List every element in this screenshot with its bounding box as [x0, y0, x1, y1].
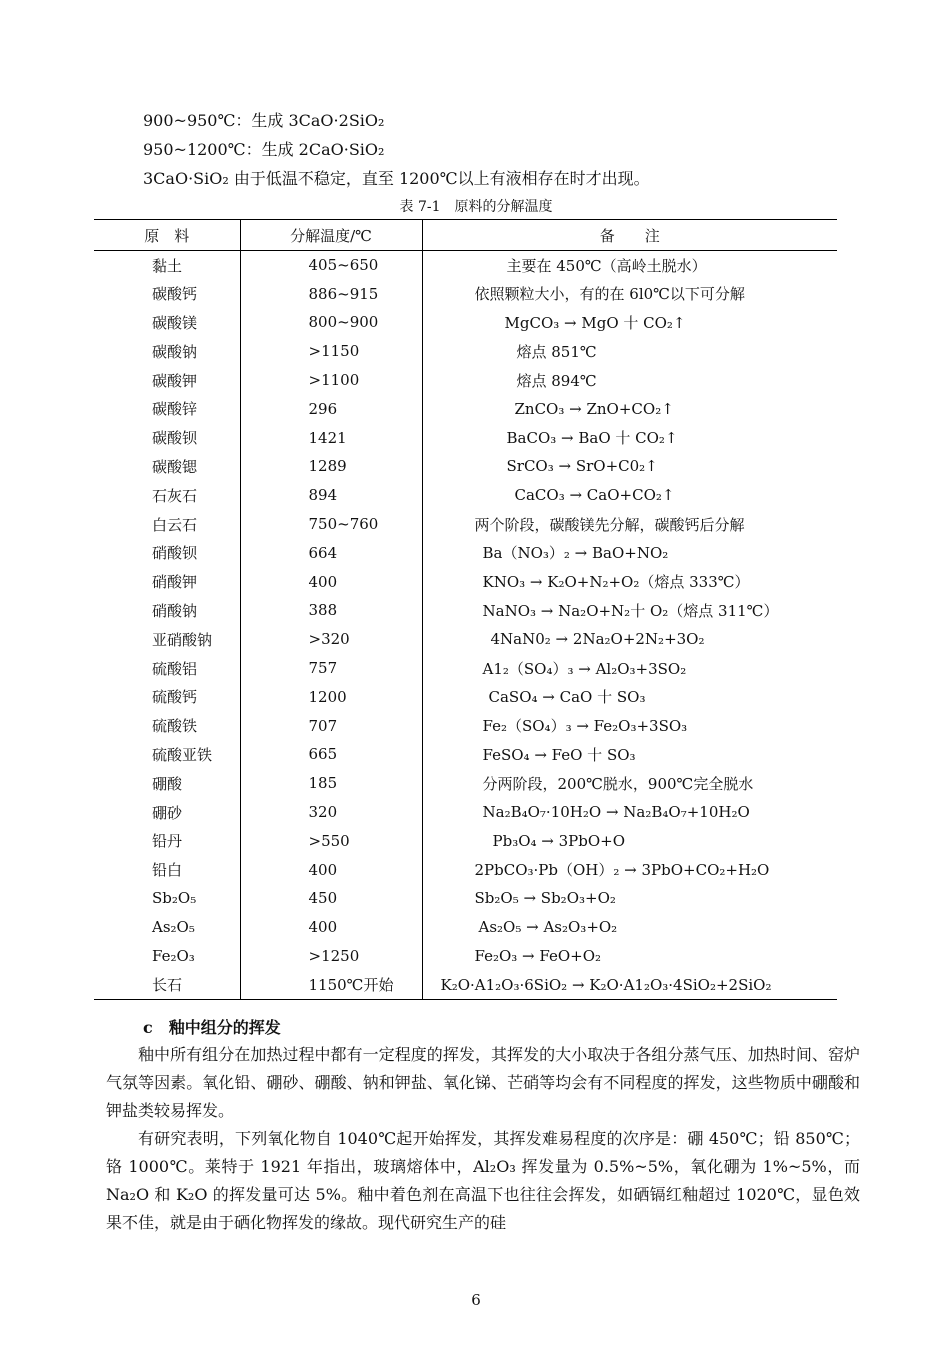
row-material: 亚硝酸钠 [94, 625, 240, 654]
table-row [94, 654, 837, 683]
row-note: 2PbCO₃·Pb（OH）₂ → 3PbO+CO₂+H₂O [474, 861, 770, 880]
table-row [94, 366, 837, 395]
table-header-row [94, 220, 837, 251]
table-row [94, 884, 837, 913]
row-note: MgCO₃ → MgO 十 CO₂↑ [504, 313, 686, 332]
row-note: 两个阶段，碳酸镁先分解，碳酸钙后分解 [474, 515, 745, 534]
table-row [94, 798, 837, 827]
row-material: 碳酸镁 [94, 308, 240, 337]
row-note: 依照颗粒大小，有的在 6l0℃以下可分解 [474, 285, 745, 304]
row-material: 碳酸钾 [94, 366, 240, 395]
row-note: A1₂（SO₄）₃ → Al₂O₃+3SO₂ [482, 659, 687, 678]
row-temperature: 800~900 [240, 308, 422, 337]
row-temperature: 1421 [240, 423, 422, 452]
table-row [94, 596, 837, 625]
table-row [94, 625, 837, 654]
intro-line-3: 3CaO·SiO₂ 由于低温不稳定，直至 1200℃以上有液相存在时才出现。 [143, 169, 650, 188]
row-material: 硫酸钙 [94, 682, 240, 711]
row-temperature: 1150℃开始 [240, 970, 422, 999]
table-row [94, 682, 837, 711]
row-note: Fe₂O₃ → FeO+O₂ [474, 947, 602, 966]
row-temperature: 296 [240, 394, 422, 423]
row-material: 碳酸钡 [94, 423, 240, 452]
row-note: 主要在 450℃（高岭土脱水） [506, 256, 707, 275]
row-temperature: 388 [240, 596, 422, 625]
row-material: 碳酸钠 [94, 337, 240, 366]
row-temperature: >1250 [240, 942, 422, 971]
row-note: Pb₃O₄ → 3PbO+O [492, 831, 626, 850]
decomposition-table [94, 219, 837, 1000]
row-material: 长石 [94, 970, 240, 999]
header-note: 备 注 [422, 220, 837, 251]
row-temperature: 320 [240, 798, 422, 827]
row-material: 白云石 [94, 510, 240, 539]
row-note: ZnCO₃ → ZnO+CO₂↑ [514, 399, 674, 418]
table-row [94, 942, 837, 971]
table-row [94, 337, 837, 366]
row-temperature: >320 [240, 625, 422, 654]
row-note: 4NaN0₂ → 2Na₂O+2N₂+3O₂ [490, 630, 705, 649]
row-temperature: 1289 [240, 452, 422, 481]
row-note: Na₂B₄O₇·10H₂O → Na₂B₄O₇+10H₂O [482, 803, 750, 822]
row-note: K₂O·A1₂O₃·6SiO₂ → K₂O·A1₂O₃·4SiO₂+2SiO₂ [440, 975, 772, 994]
row-temperature: 665 [240, 740, 422, 769]
row-temperature: 707 [240, 711, 422, 740]
table-row [94, 826, 837, 855]
row-temperature: >550 [240, 826, 422, 855]
row-material: 硫酸铝 [94, 654, 240, 683]
row-note: Sb₂O₅ → Sb₂O₃+O₂ [474, 889, 616, 908]
table-row [94, 567, 837, 596]
table-row [94, 510, 837, 539]
row-temperature: 757 [240, 654, 422, 683]
row-temperature: 400 [240, 567, 422, 596]
row-material: 硝酸钠 [94, 596, 240, 625]
row-material: 黏土 [94, 251, 240, 280]
row-note: FeSO₄ → FeO 十 SO₃ [482, 745, 636, 764]
table-row [94, 538, 837, 567]
table-row [94, 481, 837, 510]
row-material: Sb₂O₅ [94, 884, 240, 913]
table-row [94, 711, 837, 740]
row-note: KNO₃ → K₂O+N₂+O₂（熔点 333℃） [482, 573, 750, 592]
row-material: 铅丹 [94, 826, 240, 855]
row-temperature: >1100 [240, 366, 422, 395]
header-material: 原 料 [94, 220, 240, 251]
intro-line-1: 900~950℃：生成 3CaO·2SiO₂ [143, 111, 385, 130]
page-number: 6 [471, 1291, 481, 1309]
paragraph-2: 有研究表明，下列氧化物自 1040℃起开始挥发，其挥发难易程度的次序是：硼 450℃；铅 850℃；铬 1000℃。莱特于 1921 年指出，玻璃熔体中，Al₂O₃ 挥发量为 0.5%~5%，氧化硼为 1%~5%，而 Na₂O 和 K₂O 的挥发量可达 5%。釉中着色剂在高温下也往往会挥发，如硒镉红釉超过 1020℃，显色效果不佳，就是由于硒化物挥发的缘故。现代研究生产的硅 [106, 1129, 860, 1232]
row-temperature: 185 [240, 769, 422, 798]
paragraph-1: 釉中所有组分在加热过程中都有一定程度的挥发，其挥发的大小取决于各组分蒸气压、加热时间、窑炉气氛等因素。氧化铅、硼砂、硼酸、钠和钾盐、氧化锑、芒硝等均会有不同程度的挥发，这些物质中硼酸和钾盐类较易挥发。 [106, 1045, 860, 1120]
row-temperature: 750~760 [240, 510, 422, 539]
row-temperature: 886~915 [240, 279, 422, 308]
intro-line-2: 950~1200℃：生成 2CaO·SiO₂ [143, 140, 385, 159]
table-row [94, 855, 837, 884]
table-row [94, 308, 837, 337]
row-material: 硝酸钡 [94, 538, 240, 567]
row-material: 硝酸钾 [94, 567, 240, 596]
row-note: 熔点 894℃ [516, 371, 597, 390]
header-temperature: 分解温度/℃ [240, 220, 422, 251]
row-material: 铅白 [94, 855, 240, 884]
row-note: CaCO₃ → CaO+CO₂↑ [514, 486, 675, 505]
row-material: Fe₂O₃ [94, 942, 240, 971]
row-note: CaSO₄ → CaO 十 SO₃ [488, 688, 646, 707]
row-temperature: 400 [240, 855, 422, 884]
table-row [94, 251, 837, 280]
row-material: 硼酸 [94, 769, 240, 798]
table-row [94, 394, 837, 423]
row-material: 硼砂 [94, 798, 240, 827]
row-note: NaNO₃ → Na₂O+N₂十 O₂（熔点 311℃） [482, 601, 779, 620]
table-row [94, 740, 837, 769]
table-body [94, 251, 837, 1000]
row-note: Fe₂（SO₄）₃ → Fe₂O₃+3SO₃ [482, 717, 688, 736]
row-note: 分两阶段，200℃脱水，900℃完全脱水 [482, 774, 754, 793]
row-temperature: >1150 [240, 337, 422, 366]
row-note: Ba（NO₃）₂ → BaO+NO₂ [482, 544, 669, 563]
row-temperature: 450 [240, 884, 422, 913]
row-note: BaCO₃ → BaO 十 CO₂↑ [506, 429, 678, 448]
table-row [94, 913, 837, 942]
row-material: 硫酸铁 [94, 711, 240, 740]
row-material: 石灰石 [94, 481, 240, 510]
row-note: SrCO₃ → SrO+C0₂↑ [506, 457, 658, 476]
row-material: 碳酸锶 [94, 452, 240, 481]
row-temperature: 1200 [240, 682, 422, 711]
row-temperature: 405~650 [240, 251, 422, 280]
row-note: 熔点 851℃ [516, 342, 597, 361]
table-row [94, 769, 837, 798]
table-row [94, 279, 837, 308]
row-note: As₂O₅ → As₂O₃+O₂ [478, 918, 618, 937]
section-title: c 釉中组分的挥发 [143, 1018, 281, 1037]
row-material: As₂O₅ [94, 913, 240, 942]
row-material: 碳酸钙 [94, 279, 240, 308]
row-temperature: 400 [240, 913, 422, 942]
table-row [94, 423, 837, 452]
table-row [94, 970, 837, 999]
row-material: 硫酸亚铁 [94, 740, 240, 769]
table-caption: 表 7-1 原料的分解温度 [399, 199, 553, 215]
table-row [94, 452, 837, 481]
row-temperature: 664 [240, 538, 422, 567]
row-material: 碳酸锌 [94, 394, 240, 423]
row-temperature: 894 [240, 481, 422, 510]
